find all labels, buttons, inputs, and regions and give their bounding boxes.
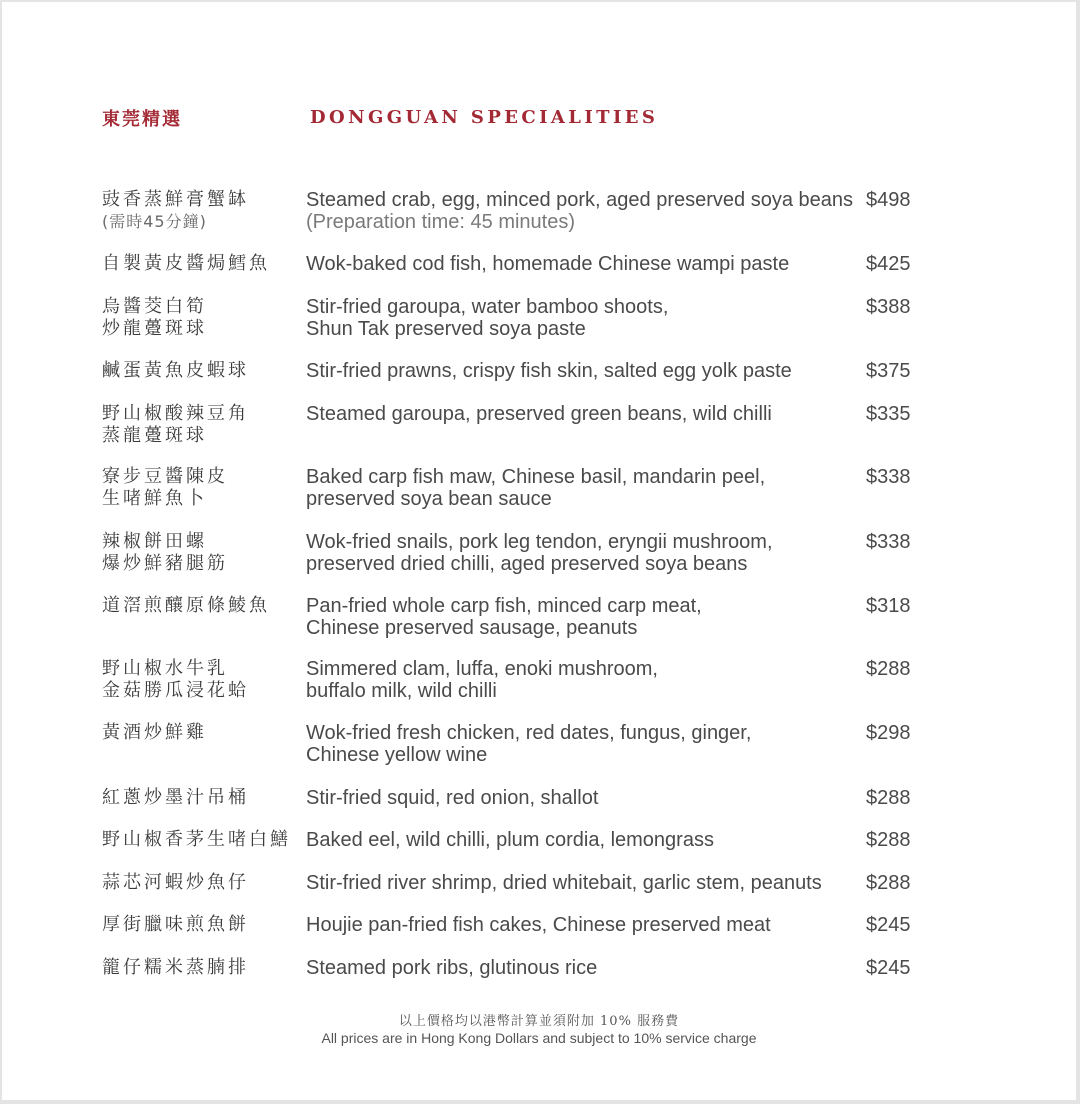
dish-description-line: Stir-fried garoupa, water bamboo shoots,: [306, 296, 669, 318]
dish-name-chinese: [102, 403, 302, 447]
dish-price: $388: [866, 296, 911, 318]
dish-name-chinese: [102, 360, 302, 382]
dish-name-chinese: [102, 957, 302, 979]
dish-description-english: [306, 253, 856, 275]
service-charge-note-english: All prices are in Hong Kong Dollars and subject to 10% service charge: [321, 1030, 757, 1046]
dish-description-line: Simmered clam, luffa, enoki mushroom,: [306, 658, 658, 680]
dish-name-chinese: [102, 253, 302, 275]
dish-name-chinese-line: 厚街臘味煎魚餅: [102, 914, 249, 935]
dish-price: $338: [866, 466, 911, 488]
dish-description-line: Steamed pork ribs, glutinous rice: [306, 957, 598, 979]
dish-name-chinese-line: 自製黃皮醬焗鱈魚: [102, 253, 270, 274]
dish-name-chinese-line: 紅蔥炒墨汁吊桶: [102, 787, 249, 808]
dish-name-chinese-line: 生啫鮮魚卜: [102, 488, 207, 509]
dish-name-chinese: [102, 658, 302, 702]
dish-description-line: Wok-fried fresh chicken, red dates, fungus, ginger,: [306, 722, 752, 744]
dish-description-line: Wok-baked cod fish, homemade Chinese wampi paste: [306, 253, 790, 275]
dish-description-english: [306, 531, 856, 575]
dish-name-chinese-line: 烏醬茭白筍: [102, 296, 207, 317]
dish-name-chinese: [102, 829, 302, 851]
dish-description-english: [306, 722, 856, 766]
dish-name-chinese-line: 炒龍躉斑球: [102, 318, 207, 339]
dish-description-line: Stir-fried squid, red onion, shallot: [306, 787, 599, 809]
dish-description-line: Steamed garoupa, preserved green beans, wild chilli: [306, 403, 772, 425]
dish-description-line: Houjie pan-fried fish cakes, Chinese preserved meat: [306, 914, 771, 936]
section-title-english: DONGGUAN SPECIALITIES: [310, 107, 659, 128]
dish-name-chinese-line: 道滘煎釀原條鯪魚: [102, 595, 270, 616]
dish-name-chinese-line: 野山椒水牛乳: [102, 658, 228, 679]
service-charge-note-chinese: 以上價格均以港幣計算並須附加 10% 服務費: [398, 1014, 680, 1029]
dish-name-chinese-line: 鹹蛋黃魚皮蝦球: [102, 360, 249, 381]
dish-description-english: [306, 829, 856, 851]
dish-name-chinese: [102, 466, 302, 510]
dish-price: $245: [866, 957, 911, 979]
dish-name-chinese-line: 豉香蒸鮮膏蟹缽: [102, 189, 249, 210]
dish-description-line: Wok-fried snails, pork leg tendon, eryngii mushroom,: [306, 531, 773, 553]
dish-name-chinese: [102, 722, 302, 744]
dish-description-line: Baked eel, wild chilli, plum cordia, lemongrass: [306, 829, 714, 851]
dish-name-chinese: [102, 189, 302, 233]
section-title-chinese: 東莞精選: [102, 109, 182, 130]
dish-price: $298: [866, 722, 911, 744]
menu-page: [2, 2, 1076, 1100]
dish-name-chinese-line: 蒜芯河蝦炒魚仔: [102, 872, 249, 893]
dish-name-chinese: [102, 296, 302, 340]
dish-description-english: [306, 360, 856, 382]
dish-name-chinese-line: 野山椒酸辣豆角: [102, 403, 249, 424]
dish-description-line: Steamed crab, egg, minced pork, aged preserved soya beans: [306, 189, 853, 211]
dish-description-line: buffalo milk, wild chilli: [306, 680, 497, 702]
dish-price: $245: [866, 914, 911, 936]
dish-description-line: Baked carp fish maw, Chinese basil, mandarin peel,: [306, 466, 766, 488]
dish-name-chinese-line: 籠仔糯米蒸腩排: [102, 957, 249, 978]
dish-description-english: [306, 296, 856, 340]
dish-name-chinese: [102, 872, 302, 894]
dish-description-line: Stir-fried river shrimp, dried whitebait, garlic stem, peanuts: [306, 872, 822, 894]
dish-description-english: [306, 466, 856, 510]
dish-description-line: Shun Tak preserved soya paste: [306, 318, 586, 340]
dish-name-chinese-line: 爆炒鮮豬腿筋: [102, 553, 228, 574]
dish-price: $318: [866, 595, 911, 617]
dish-description-line: Pan-fried whole carp fish, minced carp meat,: [306, 595, 702, 617]
dish-description-line: Chinese preserved sausage, peanuts: [306, 617, 638, 639]
dish-description-english: [306, 914, 856, 936]
dish-name-chinese-line: 金菇勝瓜浸花蛤: [102, 680, 249, 701]
dish-price: $375: [866, 360, 911, 382]
dish-description-english: [306, 658, 856, 702]
dish-description-line: preserved dried chilli, aged preserved soya beans: [306, 553, 748, 575]
dish-price: $425: [866, 253, 911, 275]
dish-name-chinese: [102, 595, 302, 617]
dish-description-english: [306, 189, 856, 233]
dish-name-chinese: [102, 914, 302, 936]
dish-name-chinese-line: 辣椒餅田螺: [102, 531, 207, 552]
dish-description-english: [306, 595, 856, 639]
preparation-note-chinese: (需時45分鐘): [102, 212, 207, 231]
dish-description-english: [306, 787, 856, 809]
dish-price: $288: [866, 787, 911, 809]
dish-description-english: [306, 957, 856, 979]
dish-price: $288: [866, 829, 911, 851]
dish-description-line: Stir-fried prawns, crispy fish skin, salted egg yolk paste: [306, 360, 792, 382]
dish-price: $338: [866, 531, 911, 553]
dish-name-chinese: [102, 787, 302, 809]
dish-name-chinese: [102, 531, 302, 575]
dish-price: $288: [866, 658, 911, 680]
dish-description-english: [306, 403, 856, 425]
dish-description-line: Chinese yellow wine: [306, 744, 488, 766]
dish-name-chinese-line: 蒸龍躉斑球: [102, 425, 207, 446]
dish-price: $498: [866, 189, 911, 211]
dish-name-chinese-line: 寮步豆醬陳皮: [102, 466, 228, 487]
preparation-note-english: (Preparation time: 45 minutes): [306, 211, 576, 233]
dish-name-chinese-line: 黃酒炒鮮雞: [102, 722, 207, 743]
dish-price: $288: [866, 872, 911, 894]
dish-description-line: preserved soya bean sauce: [306, 488, 552, 510]
dish-name-chinese-line: 野山椒香茅生啫白鱔: [102, 829, 291, 850]
dish-price: $335: [866, 403, 911, 425]
dish-description-english: [306, 872, 856, 894]
